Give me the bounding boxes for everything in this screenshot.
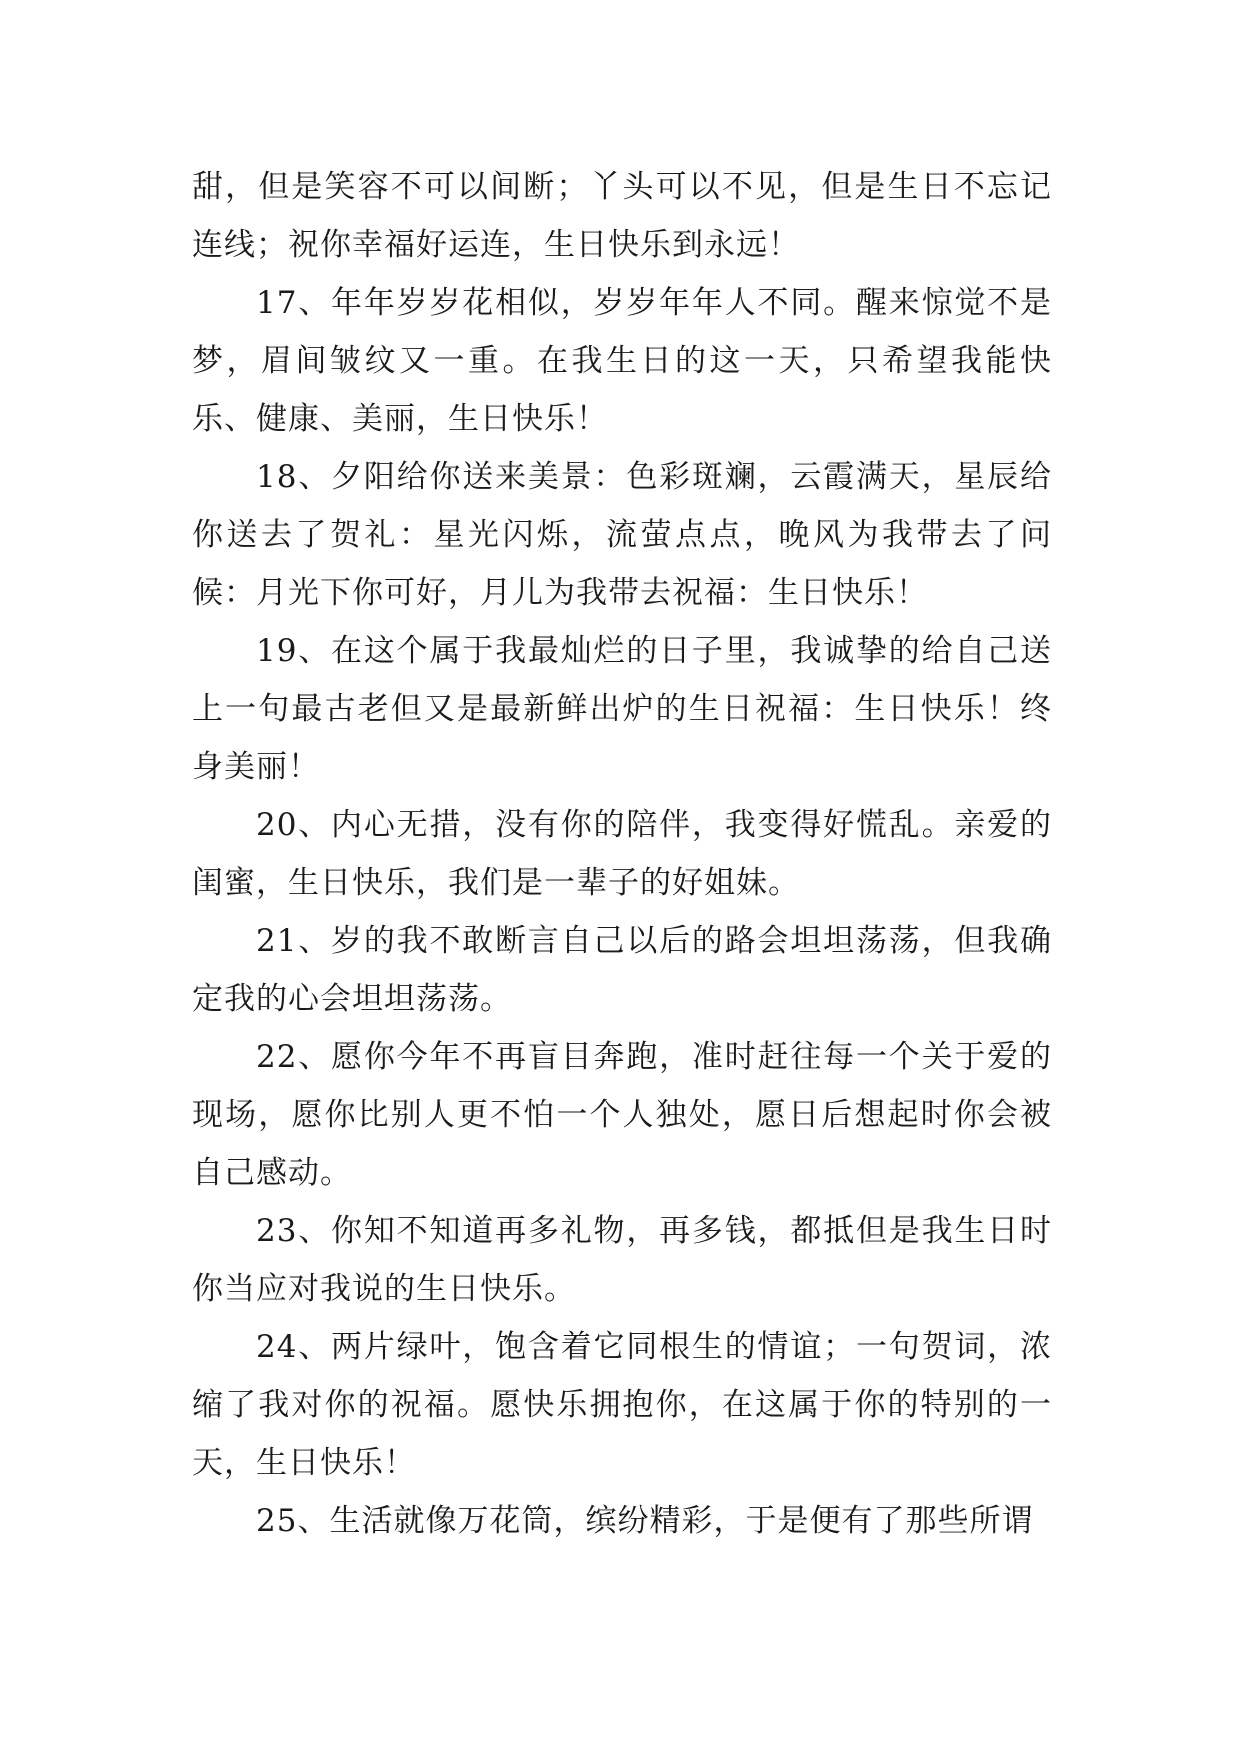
paragraph-18: 18、夕阳给你送来美景：色彩斑斓，云霞满天，星辰给你送去了贺礼：星光闪烁，流萤点点，晚风为我带去了问候：月光下你可好，月儿为我带去祝福：生日快乐！ [192,459,1052,611]
paragraph-22: 22、愿你今年不再盲目奔跑，准时赶往每一个关于爱的现场，愿你比别人更不怕一个人独处，愿日后想起时你会被自己感动。 [192,1039,1052,1191]
paragraph-continuation: 甜，但是笑容不可以间断；丫头可以不见，但是生日不忘记连线；祝你幸福好运连，生日快乐到永远！ [192,169,1052,263]
paragraph-21: 21、岁的我不敢断言自己以后的路会坦坦荡荡，但我确定我的心会坦坦荡荡。 [192,923,1052,1017]
paragraph-24: 24、两片绿叶，饱含着它同根生的情谊；一句贺词，浓缩了我对你的祝福。愿快乐拥抱你，在这属于你的特别的一天，生日快乐！ [192,1329,1052,1481]
paragraph-20: 20、内心无措，没有你的陪伴，我变得好慌乱。亲爱的闺蜜，生日快乐，我们是一辈子的好姐妹。 [192,807,1052,901]
paragraph-23: 23、你知不知道再多礼物，再多钱，都抵但是我生日时你当应对我说的生日快乐。 [192,1213,1052,1307]
paragraph-17: 17、年年岁岁花相似，岁岁年年人不同。醒来惊觉不是梦，眉间皱纹又一重。在我生日的这一天，只希望我能快乐、健康、美丽，生日快乐！ [192,285,1052,437]
paragraph-25: 25、生活就像万花筒，缤纷精彩，于是便有了那些所谓 [256,1503,1034,1539]
paragraph-19: 19、在这个属于我最灿烂的日子里，我诚挚的给自己送上一句最古老但又是最新鲜出炉的生日祝福：生日快乐！终身美丽！ [192,633,1052,785]
document-page [192,158,1052,1550]
